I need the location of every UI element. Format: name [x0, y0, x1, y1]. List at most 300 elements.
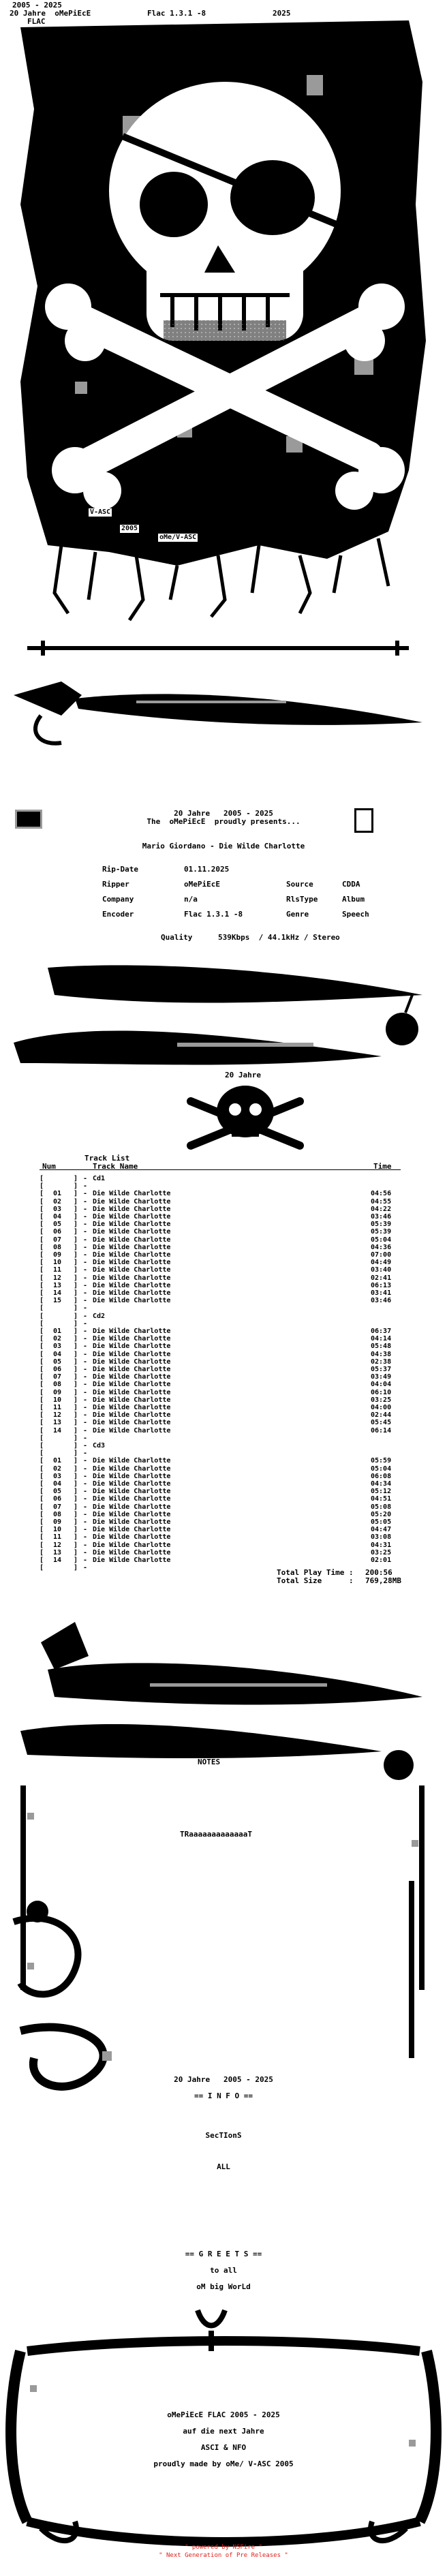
track-bracket-close: ] [74, 1564, 78, 1572]
track-dash: - [83, 1197, 88, 1206]
track-bracket-close: ] [74, 1426, 78, 1435]
track-bracket-open: [ [40, 1228, 44, 1236]
track-number: 04 [53, 1480, 62, 1488]
track-number: 14 [53, 1557, 62, 1564]
greets-line1: to all [210, 2266, 237, 2275]
genre-label: Genre [286, 910, 309, 919]
header-format: FLAC [27, 17, 46, 26]
track-bracket-close: ] [74, 1266, 78, 1274]
track-number: 03 [53, 1472, 62, 1480]
track-bracket-close: ] [74, 1182, 78, 1191]
track-name: Die Wilde Charlotte [93, 1396, 171, 1404]
track-name: Die Wilde Charlotte [93, 1221, 171, 1229]
track-bracket-open: [ [40, 1319, 44, 1328]
track-number: 15 [53, 1297, 62, 1305]
greets-title: == G R E E T S == [185, 2250, 262, 2258]
header-years: 2005 - 2025 [12, 1, 62, 10]
track-dash: - [83, 1281, 88, 1289]
track-bracket-close: ] [74, 1442, 78, 1450]
track-number: 08 [53, 1381, 62, 1389]
track-dash: - [83, 1343, 88, 1351]
track-bracket-open: [ [40, 1396, 44, 1404]
notes-text: TRaaaaaaaaaaaaaT [180, 1830, 252, 1839]
track-name: Die Wilde Charlotte [93, 1228, 171, 1236]
track-time: 05:37 [371, 1366, 392, 1373]
pirate-flag-art [0, 0, 447, 654]
track-dash: - [83, 1480, 88, 1488]
track-bracket-close: ] [74, 1450, 78, 1458]
track-name: Die Wilde Charlotte [93, 1426, 171, 1435]
track-bracket-close: ] [74, 1343, 78, 1351]
track-number: 10 [53, 1396, 62, 1404]
track-number: 12 [53, 1541, 62, 1549]
track-time: 06:13 [371, 1281, 392, 1289]
track-bracket-open: [ [40, 1457, 44, 1465]
col-name: Track Name [93, 1162, 138, 1171]
track-bracket-close: ] [74, 1251, 78, 1259]
total-size-value: 769,28MB [365, 1576, 401, 1585]
track-dash: - [83, 1350, 88, 1358]
sword-icon-2 [0, 947, 447, 1084]
track-time: 03:25 [371, 1548, 392, 1557]
next-gen-line: " Next Generation of Pre Releases " [159, 2552, 288, 2559]
track-dash: - [83, 1518, 88, 1526]
track-time: 04:47 [371, 1526, 392, 1534]
track-name: Die Wilde Charlotte [93, 1343, 171, 1351]
track-dash: - [83, 1251, 88, 1259]
track-time: 06:08 [371, 1472, 392, 1480]
track-name: Die Wilde Charlotte [93, 1297, 171, 1305]
ripper-value: oMePiEcE [184, 880, 220, 889]
track-bracket-close: ] [74, 1557, 78, 1564]
track-name: Die Wilde Charlotte [93, 1510, 171, 1518]
track-dash: - [83, 1419, 88, 1427]
track-name: Die Wilde Charlotte [93, 1373, 171, 1381]
track-bracket-close: ] [74, 1488, 78, 1496]
track-time: 05:39 [371, 1221, 392, 1229]
track-bracket-close: ] [74, 1259, 78, 1267]
track-name: Die Wilde Charlotte [93, 1366, 171, 1373]
track-dash: - [83, 1404, 88, 1411]
track-bracket-close: ] [74, 1335, 78, 1343]
track-time: 03:46 [371, 1297, 392, 1305]
track-time: 05:12 [371, 1488, 392, 1496]
track-dash: - [83, 1503, 88, 1511]
track-bracket-close: ] [74, 1304, 78, 1313]
track-bracket-open: [ [40, 1243, 44, 1251]
skull-crossbones-icon [177, 1081, 313, 1156]
quality-value: 539Kbps / 44.1kHz / Stereo [218, 933, 340, 942]
info-title: == I N F O == [194, 2091, 253, 2100]
track-name: Die Wilde Charlotte [93, 1472, 171, 1480]
track-bracket-open: [ [40, 1510, 44, 1518]
track-number: 10 [53, 1526, 62, 1534]
track-bracket-open: [ [40, 1205, 44, 1213]
track-name: Die Wilde Charlotte [93, 1411, 171, 1420]
track-number: 04 [53, 1350, 62, 1358]
track-time: 02:01 [371, 1557, 392, 1564]
track-bracket-close: ] [74, 1221, 78, 1229]
company-value: n/a [184, 895, 198, 904]
track-time: 02:41 [371, 1274, 392, 1282]
track-time: 06:14 [371, 1426, 392, 1435]
ristype-value: Album [342, 895, 365, 904]
track-bracket-open: [ [40, 1541, 44, 1549]
track-number: 12 [53, 1274, 62, 1282]
track-name: Die Wilde Charlotte [93, 1557, 171, 1564]
track-bracket-close: ] [74, 1350, 78, 1358]
track-name: Cd1 [93, 1175, 106, 1182]
track-bracket-open: [ [40, 1488, 44, 1496]
tag-group: oMe/V-ASC [159, 534, 197, 541]
track-dash: - [83, 1548, 88, 1557]
track-bracket-close: ] [74, 1510, 78, 1518]
track-bracket-close: ] [74, 1495, 78, 1503]
track-dash: - [83, 1175, 88, 1182]
track-bracket-open: [ [40, 1533, 44, 1542]
track-bracket-open: [ [40, 1472, 44, 1480]
track-bracket-close: ] [74, 1236, 78, 1244]
track-time: 03:41 [371, 1289, 392, 1297]
track-number: 11 [53, 1266, 62, 1274]
track-name: Die Wilde Charlotte [93, 1388, 171, 1396]
track-bracket-open: [ [40, 1465, 44, 1473]
track-bracket-close: ] [74, 1434, 78, 1442]
track-name: Die Wilde Charlotte [93, 1457, 171, 1465]
track-bracket-open: [ [40, 1304, 44, 1313]
track-number: 08 [53, 1243, 62, 1251]
tracklist-title: Track List [84, 1154, 130, 1163]
track-dash: - [83, 1495, 88, 1503]
track-dash: - [83, 1259, 88, 1267]
track-number: 10 [53, 1259, 62, 1267]
track-bracket-open: [ [40, 1495, 44, 1503]
track-name: Die Wilde Charlotte [93, 1205, 171, 1213]
track-dash: - [83, 1434, 88, 1442]
track-bracket-close: ] [74, 1548, 78, 1557]
bomb-icon [386, 1013, 418, 1045]
track-time: 06:37 [371, 1328, 392, 1335]
track-name: Die Wilde Charlotte [93, 1526, 171, 1534]
track-number: 03 [53, 1343, 62, 1351]
track-bracket-open: [ [40, 1221, 44, 1229]
intro-line1: 20 Jahre 2005 - 2025 [174, 809, 273, 818]
rip-date-label: Rip-Date [102, 865, 138, 874]
track-bracket-open: [ [40, 1548, 44, 1557]
track-number: 14 [53, 1426, 62, 1435]
track-number: 09 [53, 1518, 62, 1526]
footer-line1: oMePiEcE FLAC 2005 - 2025 [167, 2410, 280, 2419]
track-bracket-open: [ [40, 1190, 44, 1198]
track-bracket-open: [ [40, 1526, 44, 1534]
track-name: Die Wilde Charlotte [93, 1419, 171, 1427]
track-name: Die Wilde Charlotte [93, 1266, 171, 1274]
track-bracket-open: [ [40, 1251, 44, 1259]
track-time: 04:00 [371, 1404, 392, 1411]
track-time: 03:49 [371, 1373, 392, 1381]
header-year-right: 2025 [273, 9, 291, 18]
track-number: 04 [53, 1213, 62, 1221]
track-dash: - [83, 1221, 88, 1229]
track-dash: - [83, 1243, 88, 1251]
track-dash: - [83, 1426, 88, 1435]
track-number: 02 [53, 1197, 62, 1206]
track-time: 05:05 [371, 1518, 392, 1526]
track-name: Die Wilde Charlotte [93, 1503, 171, 1511]
source-value: CDDA [342, 880, 360, 889]
track-bracket-open: [ [40, 1289, 44, 1297]
track-name: Die Wilde Charlotte [93, 1190, 171, 1198]
track-dash: - [83, 1541, 88, 1549]
track-number: 14 [53, 1289, 62, 1297]
footer-line3: ASCI & NFO [200, 2443, 247, 2452]
header-version: Flac 1.3.1 -8 [147, 9, 206, 18]
track-name: Die Wilde Charlotte [93, 1381, 171, 1389]
track-number: 11 [53, 1533, 62, 1542]
track-dash: - [83, 1457, 88, 1465]
track-number: 01 [53, 1328, 62, 1335]
track-bracket-open: [ [40, 1236, 44, 1244]
track-bracket-open: [ [40, 1426, 44, 1435]
track-time: 05:08 [371, 1503, 392, 1511]
encoder-label: Encoder [102, 910, 134, 919]
track-dash: - [83, 1190, 88, 1198]
track-bracket-close: ] [74, 1472, 78, 1480]
col-num: Num [42, 1162, 56, 1171]
col-time: Time [373, 1162, 392, 1171]
track-time: 05:20 [371, 1510, 392, 1518]
track-dash: - [83, 1526, 88, 1534]
track-bracket-open: [ [40, 1381, 44, 1389]
track-bracket-open: [ [40, 1175, 44, 1182]
track-name: Die Wilde Charlotte [93, 1495, 171, 1503]
track-bracket-close: ] [74, 1465, 78, 1473]
track-dash: - [83, 1304, 88, 1313]
track-bracket-close: ] [74, 1205, 78, 1213]
track-bracket-close: ] [74, 1175, 78, 1182]
track-bracket-open: [ [40, 1442, 44, 1450]
track-bracket-close: ] [74, 1366, 78, 1373]
track-name: Die Wilde Charlotte [93, 1350, 171, 1358]
track-number: 03 [53, 1205, 62, 1213]
genre-value: Speech [342, 910, 369, 919]
track-bracket-open: [ [40, 1358, 44, 1366]
track-name: Die Wilde Charlotte [93, 1480, 171, 1488]
track-bracket-open: [ [40, 1182, 44, 1191]
track-dash: - [83, 1182, 88, 1191]
track-number: 05 [53, 1358, 62, 1366]
track-bracket-open: [ [40, 1564, 44, 1572]
ripper-label: Ripper [102, 880, 129, 889]
total-size-label: Total Size : [277, 1576, 354, 1585]
track-bracket-open: [ [40, 1274, 44, 1282]
track-number: 01 [53, 1457, 62, 1465]
track-bracket-open: [ [40, 1411, 44, 1420]
track-bracket-close: ] [74, 1228, 78, 1236]
track-bracket-close: ] [74, 1457, 78, 1465]
track-bracket-close: ] [74, 1243, 78, 1251]
track-time: 04:14 [371, 1335, 392, 1343]
track-bracket-open: [ [40, 1480, 44, 1488]
track-time: 02:44 [371, 1411, 392, 1420]
track-name: Die Wilde Charlotte [93, 1274, 171, 1282]
bomb-icon-2 [384, 1750, 414, 1780]
track-bracket-close: ] [74, 1297, 78, 1305]
track-time: 03:40 [371, 1266, 392, 1274]
total-play-label: Total Play Time : [277, 1568, 354, 1577]
track-bracket-open: [ [40, 1343, 44, 1351]
track-bracket-close: ] [74, 1190, 78, 1198]
track-dash: - [83, 1236, 88, 1244]
track-name: Cd2 [93, 1312, 106, 1320]
banner-20-jahre: 20 Jahre [225, 1071, 261, 1079]
track-number: 09 [53, 1388, 62, 1396]
track-number: 11 [53, 1404, 62, 1411]
track-dash: - [83, 1564, 88, 1572]
track-bracket-close: ] [74, 1358, 78, 1366]
track-bracket-close: ] [74, 1396, 78, 1404]
track-time: 04:36 [371, 1243, 392, 1251]
track-bracket-close: ] [74, 1373, 78, 1381]
track-name: Die Wilde Charlotte [93, 1197, 171, 1206]
track-name: Die Wilde Charlotte [93, 1335, 171, 1343]
track-bracket-open: [ [40, 1450, 44, 1458]
track-number: 06 [53, 1228, 62, 1236]
track-dash: - [83, 1312, 88, 1320]
track-bracket-close: ] [74, 1419, 78, 1427]
powered-by-line: " powered by NSFire " [185, 2544, 262, 2551]
track-dash: - [83, 1411, 88, 1420]
track-bracket-close: ] [74, 1328, 78, 1335]
track-bracket-open: [ [40, 1518, 44, 1526]
track-number: 09 [53, 1251, 62, 1259]
track-dash: - [83, 1373, 88, 1381]
release-artist-title: Mario Giordano - Die Wilde Charlotte [142, 842, 305, 850]
track-time: 06:10 [371, 1388, 392, 1396]
track-dash: - [83, 1465, 88, 1473]
track-time: 05:59 [371, 1457, 392, 1465]
track-bracket-close: ] [74, 1503, 78, 1511]
track-bracket-close: ] [74, 1411, 78, 1420]
track-number: 13 [53, 1281, 62, 1289]
track-bracket-close: ] [74, 1312, 78, 1320]
track-name: Die Wilde Charlotte [93, 1541, 171, 1549]
company-label: Company [102, 895, 134, 904]
track-name: Die Wilde Charlotte [93, 1281, 171, 1289]
track-dash: - [83, 1205, 88, 1213]
track-bracket-open: [ [40, 1259, 44, 1267]
track-time: 05:45 [371, 1419, 392, 1427]
track-dash: - [83, 1335, 88, 1343]
track-number: 07 [53, 1503, 62, 1511]
track-dash: - [83, 1319, 88, 1328]
track-bracket-open: [ [40, 1366, 44, 1373]
track-bracket-open: [ [40, 1281, 44, 1289]
track-time: 03:25 [371, 1396, 392, 1404]
track-dash: - [83, 1228, 88, 1236]
tag-year: 2005 [121, 525, 138, 532]
divider-art [0, 634, 447, 661]
track-bracket-close: ] [74, 1388, 78, 1396]
track-number: 05 [53, 1221, 62, 1229]
track-dash: - [83, 1328, 88, 1335]
track-name: Die Wilde Charlotte [93, 1358, 171, 1366]
track-time: 04:22 [371, 1205, 392, 1213]
track-dash: - [83, 1289, 88, 1297]
track-number: 07 [53, 1236, 62, 1244]
track-time: 02:38 [371, 1358, 392, 1366]
track-dash: - [83, 1213, 88, 1221]
header-title: 20 Jahre oMePiEcE [10, 9, 91, 18]
track-bracket-close: ] [74, 1480, 78, 1488]
track-bracket-open: [ [40, 1503, 44, 1511]
info-line1: 20 Jahre 2005 - 2025 [174, 2075, 273, 2084]
track-bracket-open: [ [40, 1373, 44, 1381]
track-bracket-open: [ [40, 1213, 44, 1221]
track-time: 04:56 [371, 1190, 392, 1198]
track-name: Die Wilde Charlotte [93, 1533, 171, 1542]
footer-line2: auf die next Jahre [183, 2427, 264, 2436]
source-label: Source [286, 880, 313, 889]
track-name: Die Wilde Charlotte [93, 1236, 171, 1244]
track-bracket-close: ] [74, 1518, 78, 1526]
track-time: 05:39 [371, 1228, 392, 1236]
encoder-value: Flac 1.3.1 -8 [184, 910, 243, 919]
track-name: Die Wilde Charlotte [93, 1243, 171, 1251]
track-bracket-open: [ [40, 1335, 44, 1343]
quality-label: Quality [161, 933, 193, 942]
track-name: Die Wilde Charlotte [93, 1404, 171, 1411]
track-time: 05:04 [371, 1465, 392, 1473]
track-name: Die Wilde Charlotte [93, 1251, 171, 1259]
track-bracket-open: [ [40, 1297, 44, 1305]
track-dash: - [83, 1266, 88, 1274]
track-name: Die Wilde Charlotte [93, 1465, 171, 1473]
track-dash: - [83, 1274, 88, 1282]
track-dash: - [83, 1450, 88, 1458]
track-number: 13 [53, 1419, 62, 1427]
track-time: 04:49 [371, 1259, 392, 1267]
sword-icon [0, 668, 447, 756]
track-bracket-open: [ [40, 1419, 44, 1427]
track-bracket-open: [ [40, 1328, 44, 1335]
track-bracket-close: ] [74, 1274, 78, 1282]
track-bracket-open: [ [40, 1312, 44, 1320]
track-bracket-close: ] [74, 1281, 78, 1289]
track-name: Die Wilde Charlotte [93, 1518, 171, 1526]
track-number: 05 [53, 1488, 62, 1496]
track-dash: - [83, 1510, 88, 1518]
ristype-label: RlsType [286, 895, 318, 904]
track-dash: - [83, 1381, 88, 1389]
track-number: 07 [53, 1373, 62, 1381]
track-bracket-open: [ [40, 1434, 44, 1442]
footer-line4: proudly made by oMe/ V-ASC 2005 [153, 2459, 294, 2468]
track-number: 08 [53, 1510, 62, 1518]
track-time: 03:46 [371, 1213, 392, 1221]
track-time: 04:34 [371, 1480, 392, 1488]
sections-value: ALL [217, 2162, 230, 2171]
track-dash: - [83, 1388, 88, 1396]
track-bracket-close: ] [74, 1319, 78, 1328]
track-number: 01 [53, 1190, 62, 1198]
track-number: 12 [53, 1411, 62, 1420]
track-time: 07:00 [371, 1251, 392, 1259]
track-name: Die Wilde Charlotte [93, 1259, 171, 1267]
track-time: 04:04 [371, 1381, 392, 1389]
track-time: 04:38 [371, 1350, 392, 1358]
track-dash: - [83, 1396, 88, 1404]
